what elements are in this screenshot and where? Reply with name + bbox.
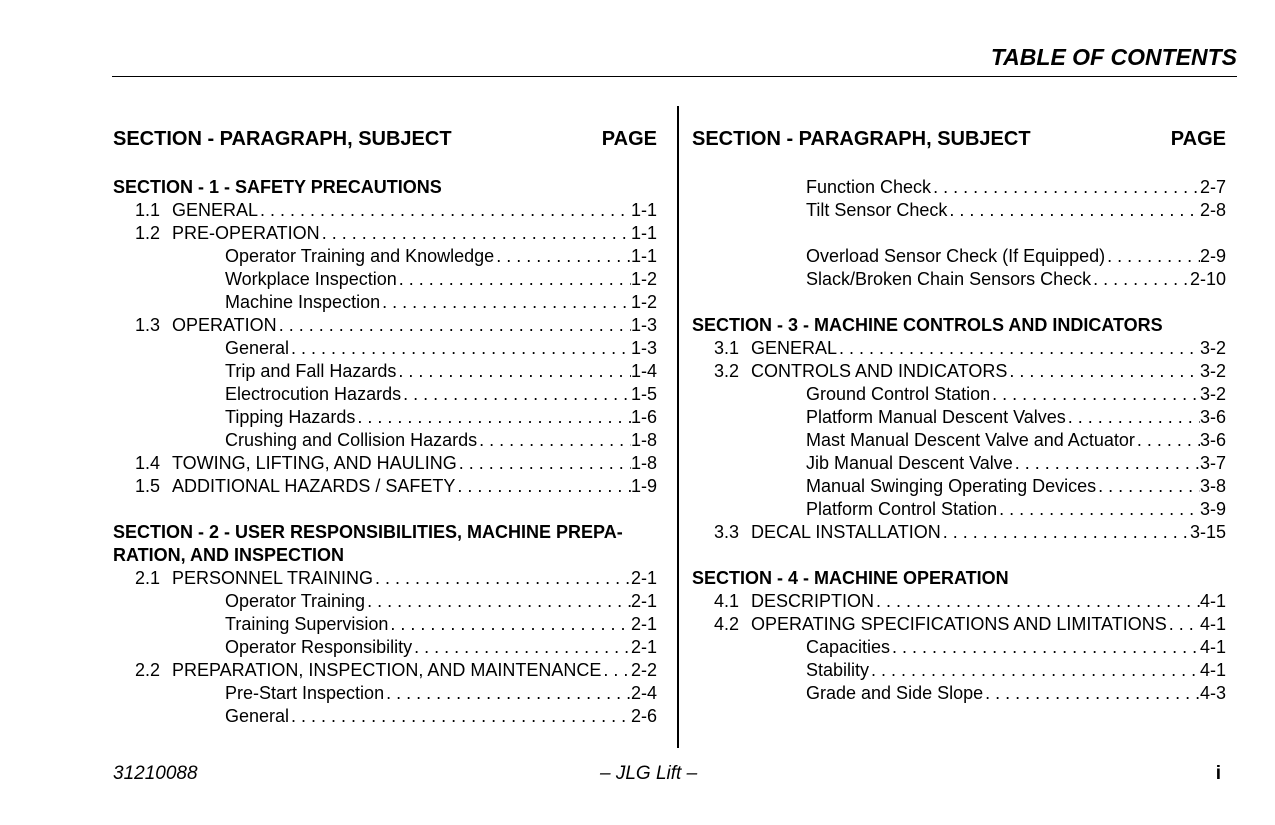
toc-entry[interactable]	[692, 613, 1226, 636]
dot-leader	[401, 383, 631, 406]
column-header-page: PAGE	[601, 128, 657, 150]
toc-entry-label: GENERAL	[172, 200, 259, 220]
toc-entry-label: Electrocution Hazards	[225, 384, 402, 404]
dot-leader	[494, 245, 631, 268]
toc-entry-list	[692, 176, 1226, 222]
toc-entry-label: Operator Responsibility	[225, 637, 413, 657]
spacer	[692, 291, 1226, 314]
dot-leader	[365, 590, 631, 613]
toc-entry[interactable]	[113, 659, 657, 682]
dot-leader	[1167, 613, 1200, 636]
dot-leader	[457, 452, 631, 475]
toc-entry-page: 2-1	[630, 637, 657, 657]
toc-entry-page: 1-1	[630, 246, 657, 266]
toc-entry[interactable]	[113, 291, 657, 314]
dot-leader	[397, 268, 631, 291]
toc-entry[interactable]	[692, 268, 1226, 291]
toc-entry-list	[113, 199, 657, 498]
toc-entry-label: Operator Training	[225, 591, 366, 611]
toc-entry-page: 1-1	[630, 200, 657, 220]
dot-leader	[869, 659, 1200, 682]
toc-entry-number: 3.2	[713, 361, 739, 381]
dot-leader	[997, 498, 1200, 521]
toc-entry-label: OPERATING SPECIFICATIONS AND LIMITATIONS	[751, 614, 1167, 634]
toc-entry-page: 3-6	[1199, 430, 1226, 450]
dot-leader	[941, 521, 1190, 544]
toc-entry[interactable]	[692, 659, 1226, 682]
toc-entry[interactable]	[692, 406, 1226, 429]
toc-entry-number: 1.2	[134, 223, 160, 243]
toc-entry[interactable]	[692, 199, 1226, 222]
dot-leader	[412, 636, 631, 659]
toc-entry[interactable]	[113, 613, 657, 636]
toc-entry-page: 1-6	[630, 407, 657, 427]
toc-entry-page: 4-3	[1199, 683, 1226, 703]
toc-entry-page: 2-2	[630, 660, 657, 680]
toc-entry-page: 3-6	[1199, 407, 1226, 427]
toc-entry[interactable]	[113, 475, 657, 498]
toc-entry-page: 2-10	[1189, 269, 1226, 289]
toc-entry-page: 3-8	[1199, 476, 1226, 496]
toc-entry[interactable]	[692, 452, 1226, 475]
toc-entry-label: Platform Manual Descent Valves	[806, 407, 1066, 427]
toc-entry-page: 2-8	[1199, 200, 1226, 220]
spacer	[692, 544, 1226, 567]
toc-right-column	[692, 128, 1226, 705]
section-title: SECTION - 4 - MACHINE OPERATION	[692, 568, 1009, 588]
toc-entry[interactable]	[692, 245, 1226, 268]
toc-entry-label: CONTROLS AND INDICATORS	[751, 361, 1008, 381]
dot-leader	[388, 613, 631, 636]
toc-entry-number: 1.3	[134, 315, 160, 335]
toc-entry-page: 1-9	[630, 476, 657, 496]
footer-page-number: i	[1215, 763, 1221, 784]
toc-entry-page: 1-5	[630, 384, 657, 404]
toc-entry[interactable]	[113, 682, 657, 705]
toc-entry-page: 2-1	[630, 568, 657, 588]
toc-entry-label: Capacities	[806, 637, 891, 657]
toc-entry[interactable]	[113, 705, 657, 728]
header-rule	[112, 76, 1237, 77]
toc-entry-label: Machine Inspection	[225, 292, 381, 312]
toc-entry[interactable]	[113, 245, 657, 268]
dot-leader	[1007, 360, 1200, 383]
dot-leader	[396, 360, 631, 383]
toc-entry-page: 4-1	[1199, 591, 1226, 611]
dot-leader	[1105, 245, 1200, 268]
toc-entry-page: 2-7	[1199, 177, 1226, 197]
footer-title: – JLG Lift –	[600, 763, 698, 784]
toc-entry-list	[692, 337, 1226, 544]
toc-entry[interactable]	[113, 360, 657, 383]
toc-entry-label: Tilt Sensor Check	[806, 200, 948, 220]
toc-entry-list	[113, 567, 657, 728]
toc-entry-page: 1-3	[630, 338, 657, 358]
toc-entry-page: 3-2	[1199, 361, 1226, 381]
section-title: RATION, AND INSPECTION	[113, 545, 345, 565]
toc-entry-label: Pre-Start Inspection	[225, 683, 385, 703]
toc-entry[interactable]	[113, 406, 657, 429]
toc-entry-page: 1-8	[630, 453, 657, 473]
toc-entry[interactable]	[113, 314, 657, 337]
toc-entry-label: General	[225, 338, 290, 358]
toc-entry[interactable]	[692, 590, 1226, 613]
section-title: SECTION - 3 - MACHINE CONTROLS AND INDICATORS	[692, 315, 1163, 335]
dot-leader	[373, 567, 631, 590]
toc-entry-page: 3-15	[1189, 522, 1226, 542]
dot-leader	[320, 222, 631, 245]
toc-entry-list	[692, 590, 1226, 705]
toc-entry-page: 2-6	[630, 706, 657, 726]
dot-leader	[477, 429, 631, 452]
dot-leader	[380, 291, 631, 314]
toc-entry-label: DESCRIPTION	[751, 591, 875, 611]
toc-entry-label: ADDITIONAL HAZARDS / SAFETY	[172, 476, 456, 496]
toc-entry-page: 2-9	[1199, 246, 1226, 266]
toc-entry-label: Workplace Inspection	[225, 269, 397, 289]
toc-entry-label: Manual Swinging Operating Devices	[806, 476, 1097, 496]
toc-entry-label: Operator Training and Knowledge	[225, 246, 495, 266]
toc-entry[interactable]	[692, 383, 1226, 406]
toc-entry-number: 1.4	[134, 453, 160, 473]
toc-entry-label: General	[225, 706, 290, 726]
toc-entry-page: 4-1	[1199, 637, 1226, 657]
dot-leader	[1135, 429, 1200, 452]
column-header	[692, 128, 1226, 154]
toc-entry-label: PREPARATION, INSPECTION, AND MAINTENANCE	[172, 660, 602, 680]
toc-entry-label: Jib Manual Descent Valve	[806, 453, 1013, 473]
toc-entry-page: 1-1	[630, 223, 657, 243]
toc-entry[interactable]	[692, 360, 1226, 383]
toc-entry-label: Function Check	[806, 177, 932, 197]
toc-entry-number: 2.1	[134, 568, 160, 588]
toc-entry-label: TOWING, LIFTING, AND HAULING	[172, 453, 457, 473]
toc-entry-number: 2.2	[134, 660, 160, 680]
toc-entry[interactable]	[113, 567, 657, 590]
dot-leader	[355, 406, 631, 429]
toc-entry-label: OPERATION	[172, 315, 277, 335]
toc-entry-number: 3.3	[713, 522, 739, 542]
toc-entry-page: 4-1	[1199, 614, 1226, 634]
toc-entry-page: 3-2	[1199, 338, 1226, 358]
column-header-page: PAGE	[1170, 128, 1226, 150]
toc-entry-label: Overload Sensor Check (If Equipped)	[806, 246, 1106, 266]
toc-entry-number: 3.1	[713, 338, 739, 358]
toc-entry-label: GENERAL	[751, 338, 838, 358]
dot-leader	[384, 682, 631, 705]
dot-leader	[258, 199, 631, 222]
dot-leader	[1091, 268, 1190, 291]
toc-entry-label: DECAL INSTALLATION	[751, 522, 941, 542]
toc-entry-page: 2-1	[630, 591, 657, 611]
dot-leader	[837, 337, 1200, 360]
toc-entry[interactable]	[113, 636, 657, 659]
dot-leader	[947, 199, 1200, 222]
toc-left-column	[113, 128, 657, 728]
dot-leader	[1013, 452, 1200, 475]
toc-entry-label: Training Supervision	[225, 614, 389, 634]
dot-leader	[990, 383, 1200, 406]
toc-entry-page: 3-7	[1199, 453, 1226, 473]
dot-leader	[455, 475, 631, 498]
column-header	[113, 128, 657, 154]
toc-entry-number: 4.1	[713, 591, 739, 611]
toc-entry-list	[692, 245, 1226, 291]
section-title: SECTION - 2 - USER RESPONSIBILITIES, MACHINE PREPA-	[113, 522, 623, 542]
toc-entry-label: Tipping Hazards	[225, 407, 356, 427]
toc-entry-page: 3-9	[1199, 499, 1226, 519]
toc-entry-page: 2-4	[630, 683, 657, 703]
toc-entry[interactable]	[692, 429, 1226, 452]
column-header-subject: SECTION - PARAGRAPH, SUBJECT	[692, 128, 1031, 150]
dot-leader	[983, 682, 1200, 705]
dot-leader	[601, 659, 631, 682]
toc-entry-page: 1-2	[630, 292, 657, 312]
column-divider	[677, 106, 679, 748]
spacer	[113, 498, 657, 521]
toc-entry[interactable]	[113, 590, 657, 613]
dot-leader	[931, 176, 1200, 199]
toc-entry[interactable]	[692, 337, 1226, 360]
column-header-subject: SECTION - PARAGRAPH, SUBJECT	[113, 128, 452, 150]
toc-entry-page: 1-8	[630, 430, 657, 450]
toc-entry[interactable]	[113, 222, 657, 245]
toc-entry[interactable]	[692, 498, 1226, 521]
toc-entry-page: 1-3	[630, 315, 657, 335]
page-title: TABLE OF CONTENTS	[990, 44, 1237, 70]
toc-entry-number: 1.5	[134, 476, 160, 496]
toc-entry-label: Crushing and Collision Hazards	[225, 430, 478, 450]
toc-entry[interactable]	[692, 682, 1226, 705]
toc-entry-page: 2-1	[630, 614, 657, 634]
footer-doc-number: 31210088	[113, 763, 198, 784]
dot-leader	[874, 590, 1200, 613]
dot-leader	[890, 636, 1200, 659]
toc-entry[interactable]	[113, 383, 657, 406]
toc-entry[interactable]	[692, 475, 1226, 498]
toc-entry-label: Ground Control Station	[806, 384, 991, 404]
toc-entry-label: Slack/Broken Chain Sensors Check	[806, 269, 1092, 289]
toc-entry-label: Trip and Fall Hazards	[225, 361, 397, 381]
toc-entry[interactable]	[692, 636, 1226, 659]
toc-entry-label: PERSONNEL TRAINING	[172, 568, 374, 588]
toc-entry-label: Mast Manual Descent Valve and Actuator	[806, 430, 1135, 450]
toc-entry-number: 4.2	[713, 614, 739, 634]
toc-entry[interactable]	[113, 429, 657, 452]
toc-entry-label: PRE-OPERATION	[172, 223, 320, 243]
toc-entry[interactable]	[692, 176, 1226, 199]
toc-entry-label: Grade and Side Slope	[806, 683, 984, 703]
toc-entry-page: 4-1	[1199, 660, 1226, 680]
toc-entry-page: 1-4	[630, 361, 657, 381]
toc-entry[interactable]	[113, 199, 657, 222]
toc-entry-page: 1-2	[630, 269, 657, 289]
toc-entry[interactable]	[113, 268, 657, 291]
toc-entry-label: Stability	[806, 660, 870, 680]
dot-leader	[1066, 406, 1200, 429]
toc-entry-number: 1.1	[134, 200, 160, 220]
toc-entry-page: 3-2	[1199, 384, 1226, 404]
toc-entry[interactable]	[113, 452, 657, 475]
dot-leader	[1096, 475, 1200, 498]
spacer	[692, 222, 1226, 245]
dot-leader	[289, 705, 631, 728]
toc-entry[interactable]	[692, 521, 1226, 544]
toc-entry-label: Platform Control Station	[806, 499, 998, 519]
section-title: SECTION - 1 - SAFETY PRECAUTIONS	[113, 177, 442, 197]
dot-leader	[277, 314, 631, 337]
toc-entry[interactable]	[113, 337, 657, 360]
dot-leader	[289, 337, 631, 360]
